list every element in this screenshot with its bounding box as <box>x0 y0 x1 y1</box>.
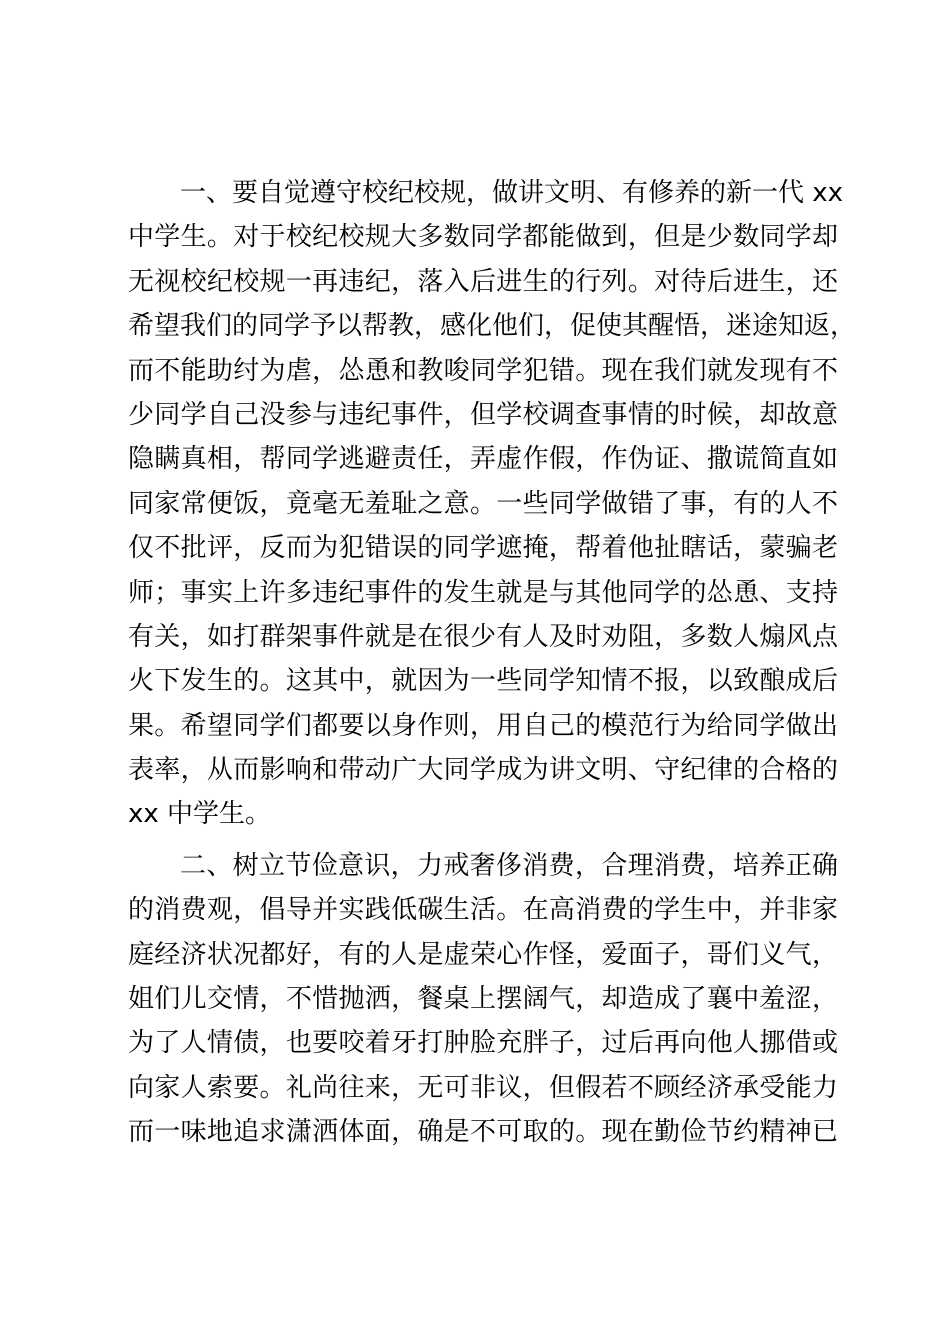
paragraph-line: 为了人情债，也要咬着牙打肿脸充胖子，过后再向他人挪借或 <box>128 1028 838 1059</box>
paragraph-2 <box>128 844 838 1155</box>
paragraph-line: 庭经济状况都好，有的人是虚荣心作怪，爱面子，哥们义气， <box>128 939 838 970</box>
paragraph-line: 表率，从而影响和带动广大同学成为讲文明、守纪律的合格的 <box>128 755 838 786</box>
paragraph-line: 有关，如打群架事件就是在很少有人及时劝阻，多数人煽风点 <box>128 621 838 652</box>
paragraph-line: 果。希望同学们都要以身作则，用自己的模范行为给同学做出 <box>128 710 838 741</box>
paragraph-line: 少同学自己没参与违纪事件，但学校调查事情的时候，却故意 <box>128 399 838 430</box>
paragraph-line: 希望我们的同学予以帮教，感化他们，促使其醒悟，迷途知返， <box>128 311 857 342</box>
paragraph-line: 仅不批评，反而为犯错误的同学遮掩，帮着他扯瞎话，蒙骗老 <box>128 533 838 564</box>
paragraph-line: 姐们儿交情，不惜抛洒，餐桌上摆阔气，却造成了襄中羞涩， <box>128 984 838 1015</box>
paragraph-line: 向家人索要。礼尚往来，无可非议，但假若不顾经济承受能力 <box>128 1072 838 1103</box>
paragraph-line: 隐瞒真相，帮同学逃避责任，弄虚作假，作伪证、撒谎简直如 <box>128 444 838 475</box>
paragraph-line: 中学生。对于校纪校规大多数同学都能做到，但是少数同学却 <box>128 222 838 253</box>
paragraph-line: 而不能助纣为虐，怂恿和教唆同学犯错。现在我们就发现有不 <box>128 355 838 386</box>
paragraph-line: 二、树立节俭意识，力戒奢侈消费，合理消费，培养正确 <box>180 850 838 881</box>
paragraph-line: 的消费观，倡导并实践低碳生活。在高消费的学生中，并非家 <box>128 895 838 926</box>
paragraph-line: 无视校纪校规一再违纪，落入后进生的行列。对待后进生，还 <box>128 266 838 297</box>
paragraph-line: 一、要自觉遵守校纪校规，做讲文明、有修养的新一代 xx <box>180 178 844 208</box>
paragraph-line: 同家常便饭，竟毫无羞耻之意。一些同学做错了事，有的人不 <box>128 488 838 519</box>
paragraph-1 <box>128 171 857 837</box>
paragraph-line: xx 中学生。 <box>128 799 272 830</box>
document-body <box>128 171 857 1155</box>
paragraph-line: 火下发生的。这其中，就因为一些同学知情不报，以致酿成后 <box>128 666 838 697</box>
paragraph-line: 而一味地追求潇洒体面，确是不可取的。现在勤俭节约精神已 <box>128 1117 838 1148</box>
paragraph-gap <box>128 837 838 844</box>
paragraph-line: 师；事实上许多违纪事件的发生就是与其他同学的怂恿、支持 <box>128 577 838 608</box>
